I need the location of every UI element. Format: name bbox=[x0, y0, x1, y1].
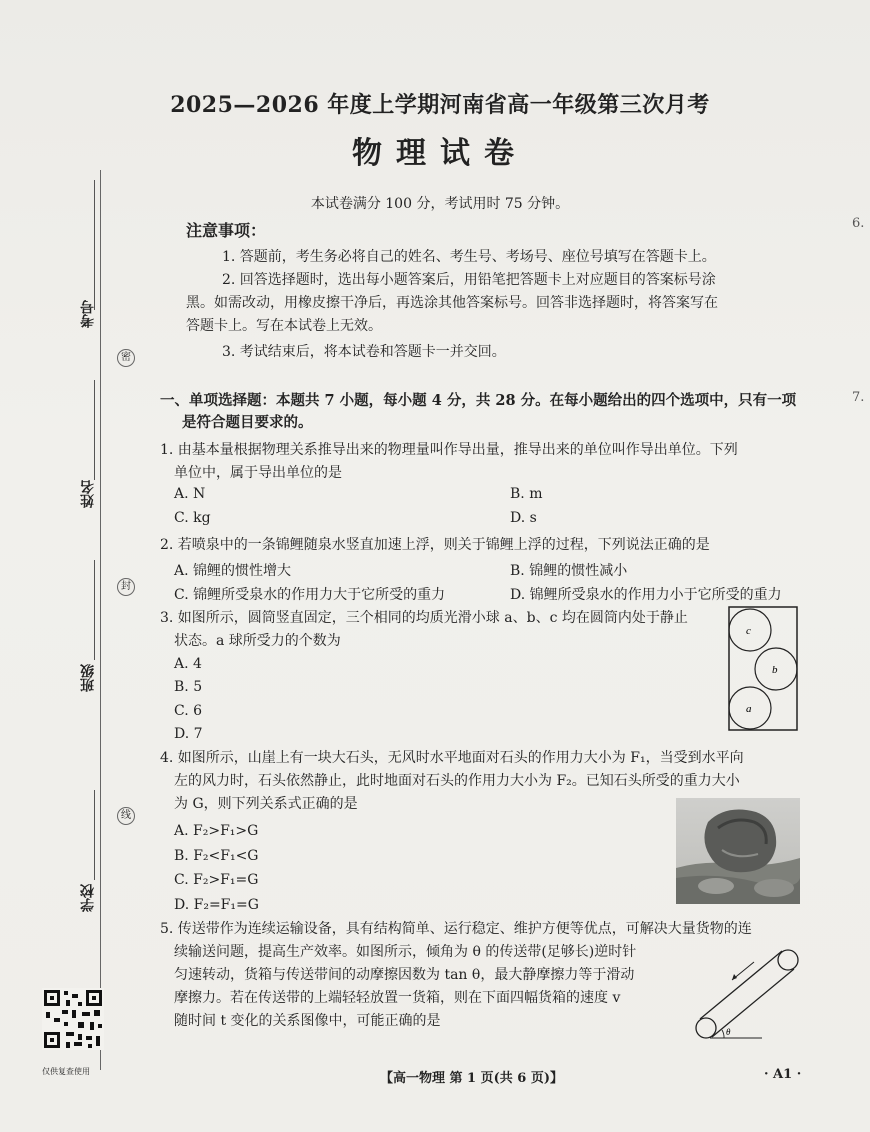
question-2: 2. 若喷泉中的一条锦鲤随泉水竖直加速上浮，则关于锦鲤上浮的过程，下列说法正确的是 bbox=[160, 537, 710, 553]
q1-option-d: D. s bbox=[510, 510, 537, 526]
page-footer: 【高一物理 第 1 页(共 6 页)】 bbox=[380, 1071, 564, 1086]
q3-cylinder-figure bbox=[728, 606, 800, 732]
question-1-line2: 单位中，属于导出单位的是 bbox=[174, 465, 342, 481]
notice-item-2-line2: 黑。如需改动，用橡皮擦干净后，再选涂其他答案标号。回答非选择题时，将答案写在 bbox=[186, 295, 718, 311]
section-heading-line2: 是符合题目要求的。 bbox=[182, 414, 313, 431]
binding-underline-class bbox=[94, 560, 95, 660]
notice-item-3: 3. 考试结束后，将本试卷和答题卡一并交回。 bbox=[222, 344, 506, 360]
notice-item-2-line1: 2. 回答选择题时，选出每小题答案后，用铅笔把答题卡上对应题目的答案标号涂 bbox=[222, 272, 716, 288]
question-5-line5: 随时间 t 变化的关系图像中，可能正确的是 bbox=[174, 1013, 441, 1029]
seal-xian: 线 bbox=[117, 807, 135, 825]
notice-item-1: 1. 答题前，考生务必将自己的姓名、考生号、考场号、座位号填写在答题卡上。 bbox=[222, 249, 716, 265]
ball-c-label: c bbox=[746, 625, 751, 637]
binding-underline-school bbox=[94, 790, 95, 880]
q3-option-a: A. 4 bbox=[174, 656, 202, 672]
q2-option-a: A. 锦鲤的惯性增大 bbox=[174, 563, 292, 579]
q1-option-c: C. kg bbox=[174, 510, 211, 526]
binding-underline-kaohao bbox=[94, 180, 95, 310]
ball-a-label: a bbox=[746, 703, 752, 715]
binding-line bbox=[100, 170, 101, 1070]
seal-feng: 封 bbox=[117, 578, 135, 596]
kaohao-label: 考号 bbox=[80, 300, 96, 328]
subject-title: 物理试卷 bbox=[352, 136, 528, 171]
question-4-line1: 4. 如图所示，山崖上有一块大石头，无风时水平地面对石头的作用力大小为 F₁，当受到水平向 bbox=[160, 750, 744, 766]
question-3 bbox=[160, 607, 730, 653]
question-5-line2: 续输送问题，提高生产效率。如图所示，倾角为 θ 的传送带(足够长)逆时针 bbox=[174, 944, 637, 960]
school-label: 学校 bbox=[80, 884, 96, 912]
theta-label: θ bbox=[726, 1027, 731, 1037]
q3-option-d: D. 7 bbox=[174, 726, 203, 742]
q3-option-b: B. 5 bbox=[174, 679, 203, 695]
class-label: 班级 bbox=[80, 664, 96, 692]
seal-mi: 密 bbox=[117, 349, 135, 367]
q4-option-b: B. F₂<F₁<G bbox=[174, 848, 259, 864]
notice-heading: 注意事项： bbox=[186, 221, 267, 240]
question-5-line3: 匀速转动，货箱与传送带间的动摩擦因数为 tan θ，最大静摩擦力等于滑动 bbox=[174, 967, 635, 983]
notice-item-2-line3: 答题卡上。写在本试卷上无效。 bbox=[186, 318, 382, 334]
question-1-line1: 1. 由基本量根据物理关系推导出来的物理量叫作导出量，推导出来的单位叫作导出单位。下列 bbox=[160, 442, 738, 458]
question-4-line3: 为 G，则下列关系式正确的是 bbox=[174, 796, 358, 812]
name-label: 姓名 bbox=[80, 480, 96, 508]
q4-option-c: C. F₂>F₁=G bbox=[174, 872, 259, 888]
q2-option-c: C. 锦鲤所受泉水的作用力大于它所受的重力 bbox=[174, 587, 446, 603]
q4-option-d: D. F₂=F₁=G bbox=[174, 897, 259, 913]
q2-option-b: B. 锦鲤的惯性减小 bbox=[510, 563, 628, 579]
q4-boulder-photo bbox=[676, 798, 800, 904]
margin-mark-6: 6. bbox=[852, 216, 865, 231]
binding-underline-name bbox=[94, 380, 95, 480]
question-5-line1: 5. 传送带作为连续运输设备，具有结构简单、运行稳定、维护方便等优点，可解决大量货物的连 bbox=[160, 921, 752, 937]
q4-option-a: A. F₂>F₁>G bbox=[174, 823, 259, 839]
exam-meta: 本试卷满分 100 分，考试用时 75 分钟。 bbox=[310, 196, 570, 212]
page-code: · A1 · bbox=[764, 1067, 802, 1082]
qr-caption: 仅供复查使用 bbox=[42, 1067, 90, 1076]
question-3-line2: 状态。a 球所受力的个数为 bbox=[174, 633, 341, 649]
q5-conveyor-figure bbox=[688, 942, 804, 1042]
question-1 bbox=[160, 439, 800, 485]
ball-b-label: b bbox=[772, 664, 778, 676]
q3-option-c: C. 6 bbox=[174, 703, 203, 719]
question-3-line1: 3. 如图所示，圆筒竖直固定，三个相同的均质光滑小球 a、b、c 均在圆筒内处于静止 bbox=[160, 610, 688, 626]
question-4-line2: 左的风力时，石头依然静止，此时地面对石头的作用力大小为 F₂。已知石头所受的重力大小 bbox=[174, 773, 740, 789]
q2-option-d: D. 锦鲤所受泉水的作用力小于它所受的重力 bbox=[510, 587, 782, 603]
exam-title: 2025—2026 年度上学期河南省高一年级第三次月考 bbox=[170, 92, 710, 118]
q1-option-a: A. N bbox=[174, 486, 206, 502]
q1-option-b: B. m bbox=[510, 486, 543, 502]
margin-mark-7: 7. bbox=[852, 390, 865, 405]
section-heading bbox=[160, 390, 808, 434]
section-heading-line1: 一、单项选择题：本题共 7 小题，每小题 4 分，共 28 分。在每小题给出的四个选项中，只有一项 bbox=[160, 392, 797, 409]
question-5-line4: 摩擦力。若在传送带的上端轻轻放置一货箱，则在下面四幅货箱的速度 v bbox=[174, 990, 621, 1006]
qr-code-icon bbox=[42, 988, 104, 1050]
